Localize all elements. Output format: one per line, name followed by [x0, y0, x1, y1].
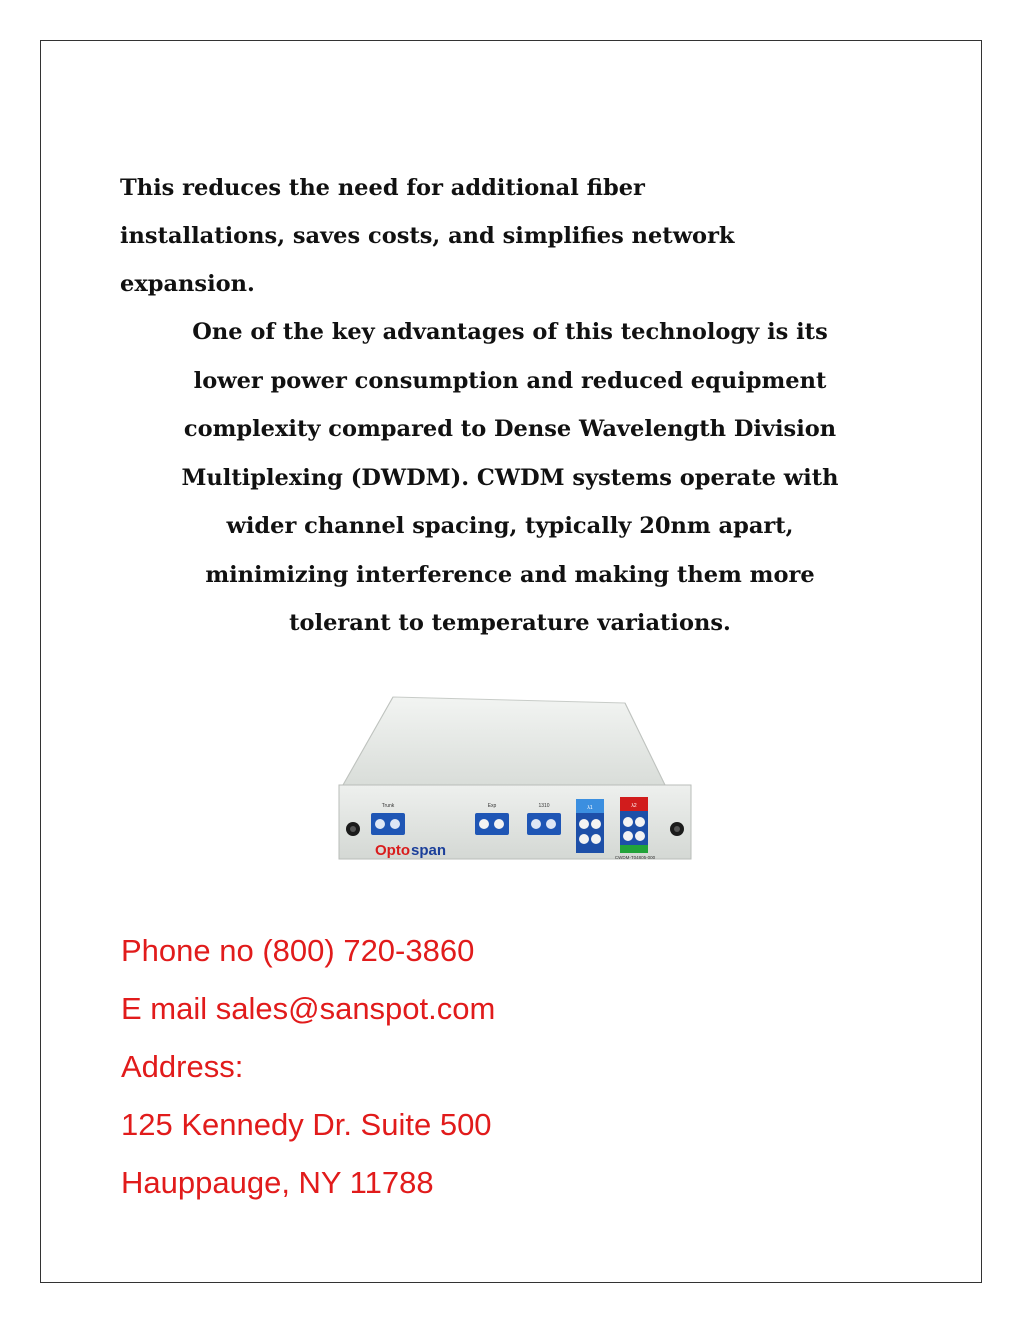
paragraph-2 [110, 308, 910, 648]
contact-block [121, 922, 495, 1212]
phone-line: Phone no (800) 720-3860 [121, 933, 475, 968]
cwdm-module-image [335, 693, 695, 863]
port-label: Exp [487, 803, 497, 809]
text-line: expansion. [120, 271, 255, 297]
text-line: lower power consumption and reduced equipment [193, 367, 827, 394]
port-label: 1310 [538, 803, 550, 809]
text-line: installations, saves costs, and simplifies network [120, 223, 735, 249]
email-line: E mail sales@sanspot.com [121, 991, 496, 1026]
text-line: Multiplexing (DWDM). CWDM systems operate with [181, 464, 839, 491]
model-label: CWDM-T04805-000 [614, 855, 656, 860]
text-line: minimizing interference and making them more [205, 561, 815, 588]
address-line-2: Hauppauge, NY 11788 [121, 1165, 434, 1200]
text-line: wider channel spacing, typically 20nm apart, [226, 513, 794, 539]
text-line: This reduces the need for additional fiber [120, 175, 645, 201]
address-line-1: 125 Kennedy Dr. Suite 500 [121, 1107, 492, 1142]
text-line: complexity compared to Dense Wavelength Division [183, 416, 837, 442]
port-label: Trunk [381, 803, 395, 809]
svg-text:Opto: Opto [375, 842, 410, 859]
port-label: λ2 [631, 803, 637, 809]
svg-text:span: span [411, 842, 447, 859]
text-line: tolerant to temperature variations. [289, 610, 731, 636]
port-label: λ1 [587, 805, 593, 811]
paragraph-1 [120, 164, 880, 308]
address-label: Address: [121, 1049, 244, 1084]
text-line: One of the key advantages of this technology is its [192, 319, 828, 345]
optospan-logo [375, 842, 446, 859]
